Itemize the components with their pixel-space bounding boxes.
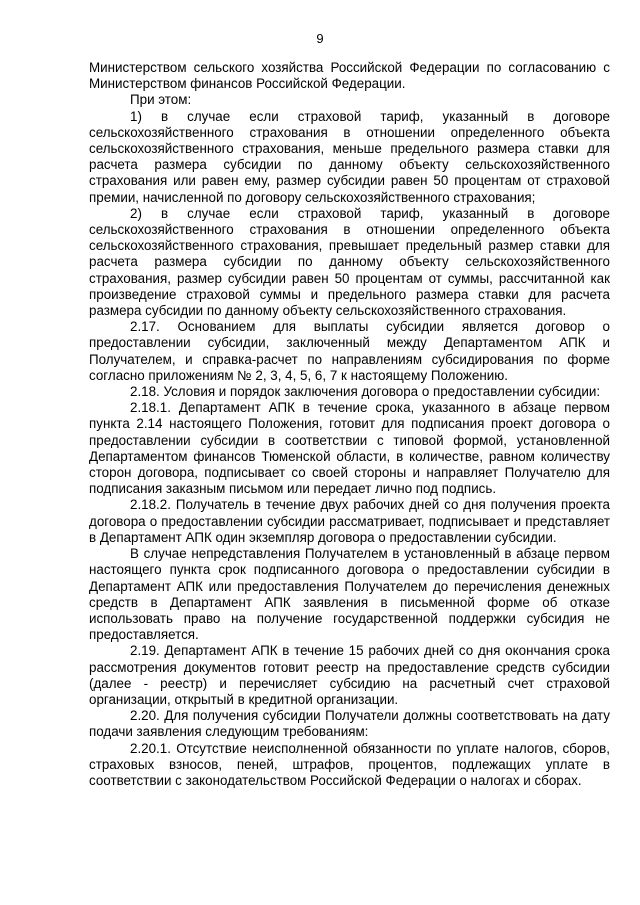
paragraph-item-1: 1) в случае если страховой тариф, указанный в договоре сельскохозяйственного страхования в отношении определенного объекта сельскохозяйственного страхования, меньше предельного размера ставки для расчета размера субсидии по данному объекту сельскохозяйственного страхования или равен ему, размер субсидии равен 50 процентам от страховой премии, начисленной по договору сельскохозяйственного страхования;	[89, 108, 610, 205]
document-body	[89, 60, 610, 789]
paragraph-nepredstavlenie: В случае непредставления Получателем в установленный в абзаце первом настоящего пункта срок подписанного договора о предоставлении субсидии в Департамент АПК или предоставления Получателем до перечисления денежных средств в Департамент АПК заявления в письменной форме об отказе использовать право на получение государственной поддержки субсидия не предоставляется.	[89, 546, 610, 643]
paragraph-2-19: 2.19. Департамент АПК в течение 15 рабочих дней со дня окончания срока рассмотрения документов готовит реестр на предоставление средств субсидии (далее - реестр) и перечисляет субсидию на расчетный счет страховой организации, открытый в кредитной организации.	[89, 643, 610, 707]
paragraph-2-18: 2.18. Условия и порядок заключения договора о предоставлении субсидии:	[130, 384, 601, 400]
paragraph-2-20-1: 2.20.1. Отсутствие неисполненной обязанности по уплате налогов, сборов, страховых взносов, пеней, штрафов, процентов, подлежащих уплате в соответствии с законодательством Российской Федерации о налогах и сборах.	[89, 740, 610, 788]
page-number: 9	[316, 31, 324, 46]
paragraph-pri-etom: При этом:	[130, 92, 192, 108]
paragraph-2-20: 2.20. Для получения субсидии Получатели должны соответствовать на дату подачи заявления следующим требованиям:	[89, 708, 610, 740]
paragraph-continuation: Министерством сельского хозяйства Российской Федерации по согласованию с Министерством финансов Российской Федерации.	[89, 60, 610, 92]
paragraph-2-18-1: 2.18.1. Департамент АПК в течение срока, указанного в абзаце первом пункта 2.14 настоящего Положения, готовит для подписания проект договора о предоставлении субсидии в соответствии с типовой формой, установленной Департаментом финансов Тюменской области, в количестве, равном количеству сторон договора, подписывает со своей стороны и направляет Получателю для подписания заказным письмом или передает лично под подпись.	[89, 400, 610, 497]
paragraph-2-18-2: 2.18.2. Получатель в течение двух рабочих дней со дня получения проекта договора о предоставлении субсидии рассматривает, подписывает и представляет в Департамент АПК один экземпляр договора о предоставлении субсидии.	[89, 497, 610, 545]
paragraph-item-2: 2) в случае если страховой тариф, указанный в договоре сельскохозяйственного страхования в отношении определенного объекта сельскохозяйственного страхования, превышает предельный размер ставки для расчета размера субсидии по данному объекту сельскохозяйственного страхования, размер субсидии равен 50 процентам от суммы, рассчитанной как произведение страховой суммы и предельного размера ставки для расчета размера субсидии по данному объекту сельскохозяйственного страхования.	[89, 205, 610, 319]
paragraph-2-17: 2.17. Основанием для выплаты субсидии является договор о предоставлении субсидии, заключенный между Департаментом АПК и Получателем, и справка-расчет по направлениям субсидирования по форме согласно приложениям № 2, 3, 4, 5, 6, 7 к настоящему Положению.	[89, 319, 610, 383]
